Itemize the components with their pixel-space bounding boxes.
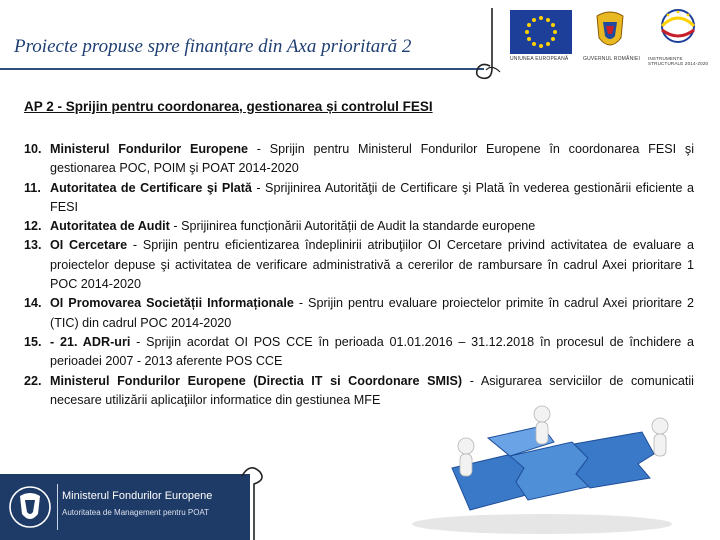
structural-instruments-logo-icon bbox=[650, 8, 706, 54]
list-item bbox=[24, 179, 694, 218]
eu-stars-icon bbox=[510, 10, 572, 54]
item-description: - Sprijin pentru evaluare proiectelor primite în cadrul Axei prioritare 2 (TIC) din cadrul POC 2014-2020 bbox=[50, 296, 694, 330]
item-number: 14. bbox=[24, 296, 42, 311]
ministry-emblem-icon bbox=[8, 482, 52, 532]
item-organization: Autoritatea de Audit bbox=[50, 219, 170, 234]
romania-coat-of-arms-icon bbox=[593, 8, 627, 54]
item-number: 22. bbox=[24, 373, 42, 388]
list-item bbox=[24, 333, 694, 372]
footer-ministry-name: Ministerul Fondurilor Europene bbox=[62, 490, 213, 502]
item-description: - Sprijinirea Autorităţii de Certificare şi Plată în vederea gestionării eficiente a FESI bbox=[50, 180, 695, 214]
puzzle-people-illustration-icon bbox=[392, 398, 692, 538]
item-description: - Sprijin acordat OI POS CCE în perioada 01.01.2016 – 31.12.2018 în procesul de închidere a perioadei 2007 - 2013 aferente POS CCE bbox=[50, 334, 694, 369]
item-description: - Sprijin pentru eficientizarea îndeplinirii atribuţiilor OI Cercetare privind activitatea de evaluare a proiectelor depuse şi activitatea de verificare administrativă a cererilor de rambursare în cadrul Axei prioritare 1 POC 2014-2020 bbox=[50, 238, 694, 292]
item-organization: OI Promovarea Societății Informaționale bbox=[50, 296, 294, 311]
list-item bbox=[24, 140, 694, 179]
list-item bbox=[24, 236, 694, 294]
item-description: - Asigurarea serviciilor de comunicatii necesare utilizării aplicaţiilor informatice din gestiunea MFE bbox=[50, 373, 694, 407]
section-title: AP 2 - Sprijin pentru coordonarea, gestionarea și controlul FESI bbox=[24, 99, 433, 114]
item-number: 13. bbox=[24, 238, 42, 253]
list-item bbox=[24, 217, 694, 236]
ifs-logo-caption: INSTRUMENTE STRUCTURALE 2014-2020 bbox=[648, 56, 709, 66]
header-divider bbox=[0, 68, 484, 70]
footer-divider bbox=[57, 484, 58, 530]
item-number: 15. bbox=[24, 334, 42, 349]
item-organization: - 21. ADR-uri bbox=[50, 334, 131, 349]
gov-logo-caption: GUVERNUL ROMÂNIEI bbox=[583, 56, 641, 62]
item-organization: OI Cercetare bbox=[50, 238, 128, 253]
item-description: - Sprijin pentru Ministerul Fondurilor Europene în coordonarea FESI şi gestionarea POC, POIM şi POAT 2014-2020 bbox=[50, 142, 694, 176]
item-organization: Autoritatea de Certificare şi Plată bbox=[50, 180, 252, 195]
footer-hook-ornament-icon bbox=[232, 462, 272, 540]
item-number: 12. bbox=[24, 219, 42, 234]
footer-banner bbox=[0, 474, 250, 540]
list-item bbox=[24, 294, 694, 333]
hook-ornament-icon bbox=[470, 6, 510, 86]
item-organization: Ministerul Fondurilor Europene bbox=[50, 142, 249, 156]
eu-flag-logo bbox=[510, 10, 572, 54]
page-title: Proiecte propuse spre finanțare din Axa prioritară 2 bbox=[14, 36, 412, 57]
item-organization: Ministerul Fondurilor Europene (Directia IT si Coordonare SMIS) bbox=[50, 373, 463, 388]
project-list bbox=[24, 140, 694, 410]
footer-authority-subtitle: Autoritatea de Management pentru POAT bbox=[62, 508, 210, 517]
eu-logo-caption: UNIUNEA EUROPEANĂ bbox=[510, 56, 569, 62]
item-number: 11. bbox=[24, 180, 41, 195]
item-description: - Sprijinirea funcționării Autorității de Audit la standarde europene bbox=[169, 219, 536, 234]
item-number: 10. bbox=[24, 142, 42, 156]
